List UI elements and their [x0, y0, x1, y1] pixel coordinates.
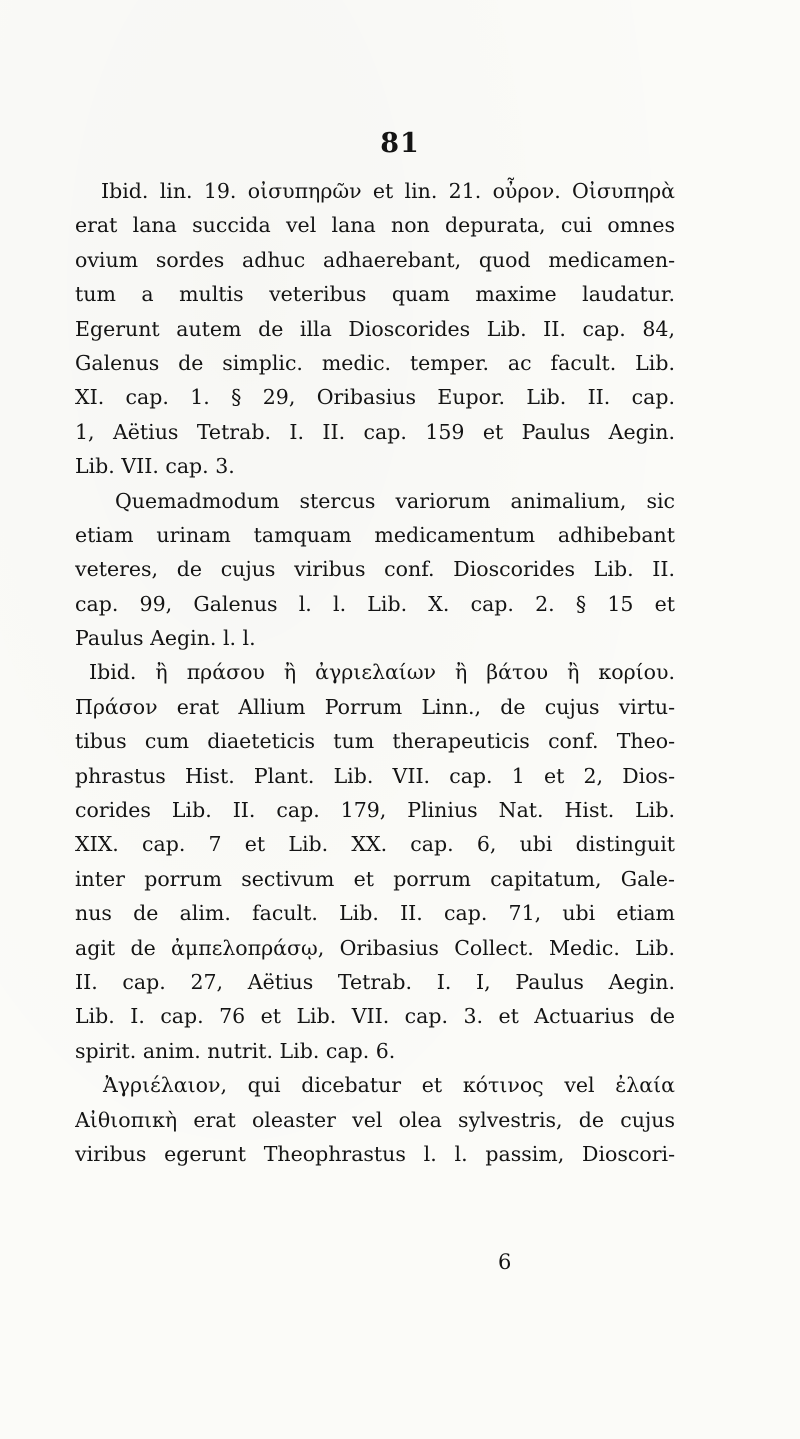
text-line: Egerunt autem de illa Dioscorides Lib. II. cap. 84,: [75, 316, 675, 341]
text-line: corides Lib. II. cap. 179, Plinius Nat. Hist. Lib.: [75, 798, 675, 823]
text-line: Πράσον erat Allium Porrum Linn., de cujus virtu-: [75, 694, 675, 719]
text-line: inter porrum sectivum et porrum capitatum, Gale-: [75, 866, 675, 891]
text-line: etiam urinam tamquam medicamentum adhibebant: [75, 522, 675, 547]
text-line: erat lana succida vel lana non depurata, cui omnes: [75, 213, 675, 238]
text-line: Lib. VII. cap. 3.: [75, 454, 235, 479]
signature-mark: 6: [498, 1250, 512, 1274]
text-line: Quemadmodum stercus variorum animalium, sic: [115, 488, 675, 513]
page-number: 81: [380, 128, 420, 159]
text-line: Galenus de simplic. medic. temper. ac facult. Lib.: [75, 350, 675, 375]
text-line: Ibid. ἢ πράσου ἢ ἀγριελαίων ἢ βάτου ἢ κορίου.: [89, 660, 675, 685]
text-line: Paulus Aegin. l. l.: [75, 626, 256, 651]
text-line: Αἰθιοπικὴ erat oleaster vel olea sylvestris, de cujus: [75, 1107, 675, 1132]
text-line: nus de alim. facult. Lib. II. cap. 71, ubi etiam: [75, 901, 675, 926]
text-line: XIX. cap. 7 et Lib. XX. cap. 6, ubi distinguit: [75, 832, 675, 857]
text-line: agit de ἀμπελοπράσῳ, Oribasius Collect. Medic. Lib.: [75, 935, 675, 960]
text-line: tibus cum diaeteticis tum therapeuticis conf. Theo-: [75, 729, 675, 754]
text-line: XI. cap. 1. § 29, Oribasius Eupor. Lib. II. cap.: [75, 385, 675, 410]
text-line: II. cap. 27, Aëtius Tetrab. I. I, Paulus Aegin.: [75, 969, 675, 994]
text-line: ovium sordes adhuc adhaerebant, quod medicamen-: [75, 247, 675, 272]
text-line: tum a multis veteribus quam maxime laudatur.: [75, 282, 675, 307]
text-line: cap. 99, Galenus l. l. Lib. X. cap. 2. § 15 et: [75, 591, 675, 616]
text-line: viribus egerunt Theophrastus l. l. passim, Dioscori-: [75, 1141, 675, 1166]
text-line: veteres, de cujus viribus conf. Dioscorides Lib. II.: [75, 557, 675, 582]
text-line: spirit. anim. nutrit. Lib. cap. 6.: [75, 1038, 396, 1063]
text-line: Ibid. lin. 19. οἰσυπηρῶν et lin. 21. οὖρον. Οἰσυπηρὰ: [101, 179, 675, 203]
text-line: phrastus Hist. Plant. Lib. VII. cap. 1 et 2, Dios-: [75, 763, 675, 788]
text-line: Ἀγριέλαιον, qui dicebatur et κότινος vel ἐλαία: [103, 1073, 675, 1098]
text-line: 1, Aëtius Tetrab. I. II. cap. 159 et Paulus Aegin.: [75, 419, 675, 444]
body-text: [75, 174, 675, 1171]
text-line: Lib. I. cap. 76 et Lib. VII. cap. 3. et Actuarius de: [75, 1004, 675, 1029]
